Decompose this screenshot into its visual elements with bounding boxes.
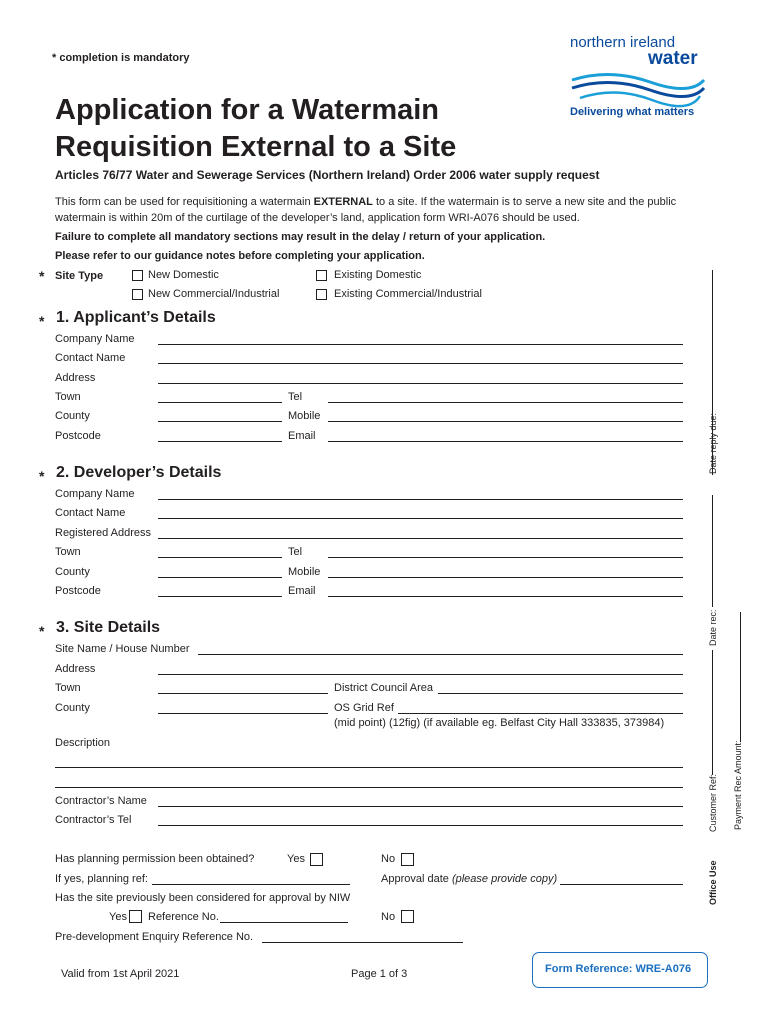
applicant-tel-field[interactable] xyxy=(328,402,683,403)
checkbox-existing-commercial[interactable] xyxy=(316,289,327,300)
site-description-field-2[interactable] xyxy=(55,787,683,788)
site-address-field[interactable] xyxy=(158,674,683,675)
developer-address-field[interactable] xyxy=(158,538,683,539)
label-address: Address xyxy=(55,663,96,675)
label-grid-ref: OS Grid Ref xyxy=(334,702,394,714)
guidance-note: Please refer to our guidance notes before completing your application. xyxy=(55,250,425,262)
option-existing-commercial: Existing Commercial/Industrial xyxy=(334,288,482,300)
predev-ref-field[interactable] xyxy=(262,942,463,943)
label-county: County xyxy=(55,702,90,714)
page-number: Page 1 of 3 xyxy=(351,968,408,980)
mandatory-warning: Failure to complete all mandatory sections may result in the delay / return of your application. xyxy=(55,231,546,243)
option-existing-domestic: Existing Domestic xyxy=(334,269,422,281)
applicant-mobile-field[interactable] xyxy=(328,421,683,422)
logo-line-2: water xyxy=(648,48,698,69)
wave-icon xyxy=(570,70,706,110)
previous-yes-checkbox[interactable] xyxy=(129,910,142,923)
mandatory-star: * xyxy=(39,313,45,329)
section-heading-site: 3. Site Details xyxy=(56,619,161,636)
form-reference-box xyxy=(532,952,708,988)
label-county: County xyxy=(55,410,90,422)
developer-tel-field[interactable] xyxy=(328,557,683,558)
applicant-email-field[interactable] xyxy=(328,441,683,442)
mandatory-star: * xyxy=(39,623,45,639)
option-new-commercial: New Commercial/Industrial xyxy=(148,288,280,300)
developer-county-field[interactable] xyxy=(158,577,282,578)
title-line-2: Requisition External to a Site xyxy=(55,131,457,163)
contractor-tel-field[interactable] xyxy=(158,825,683,826)
label-town: Town xyxy=(55,682,81,694)
label-planning-ref: If yes, planning ref: xyxy=(55,873,148,885)
office-use-label: Office Use xyxy=(708,860,718,905)
label-registered-address: Registered Address xyxy=(55,527,151,539)
site-town-field[interactable] xyxy=(158,693,328,694)
contractor-name-field[interactable] xyxy=(158,806,683,807)
niw-logo xyxy=(566,34,716,124)
label-description: Description xyxy=(55,737,111,749)
intro-paragraph-line-1: This form can be used for requisitioning a watermain EXTERNAL to a site. If the watermain is to serve a new site and the public xyxy=(55,196,677,208)
office-use-divider xyxy=(712,650,713,775)
developer-town-field[interactable] xyxy=(158,557,282,558)
previous-no-label: No xyxy=(381,911,396,923)
developer-email-field[interactable] xyxy=(328,596,683,597)
site-county-field[interactable] xyxy=(158,713,328,714)
label-town: Town xyxy=(55,546,81,558)
approval-date-field[interactable] xyxy=(560,884,683,885)
label-postcode: Postcode xyxy=(55,430,101,442)
label-council-area: District Council Area xyxy=(334,682,434,694)
logo-tagline: Delivering what matters xyxy=(570,106,695,118)
form-subtitle: Articles 76/77 Water and Sewerage Services (Northern Ireland) Order 2006 water supply request xyxy=(55,168,600,182)
applicant-address-field[interactable] xyxy=(158,383,683,384)
label-email: Email xyxy=(288,585,316,597)
label-contractor-tel: Contractor’s Tel xyxy=(55,814,132,826)
office-use-divider xyxy=(712,495,713,607)
label-reference-no: Reference No. xyxy=(148,911,219,923)
label-company-name: Company Name xyxy=(55,333,135,345)
option-new-domestic: New Domestic xyxy=(148,269,219,281)
checkbox-existing-domestic[interactable] xyxy=(316,270,327,281)
applicant-county-field[interactable] xyxy=(158,421,282,422)
site-description-field-1[interactable] xyxy=(55,767,683,768)
applicant-company-field[interactable] xyxy=(158,344,683,345)
label-site-name: Site Name / House Number xyxy=(55,643,190,655)
applicant-contact-field[interactable] xyxy=(158,363,683,364)
date-reply-label: Date reply due: xyxy=(708,412,718,474)
site-grid-field[interactable] xyxy=(398,713,683,714)
label-approval-date: Approval date (please provide copy) xyxy=(381,873,558,885)
planning-no-label: No xyxy=(381,853,396,865)
grid-ref-note: (mid point) (12fig) (if available eg. Belfast City Hall 333835, 373984) xyxy=(334,717,665,729)
previous-approval-question: Has the site previously been considered for approval by NIW xyxy=(55,892,351,904)
label-mobile: Mobile xyxy=(288,566,321,578)
developer-contact-field[interactable] xyxy=(158,518,683,519)
previous-no-checkbox[interactable] xyxy=(401,910,414,923)
mandatory-note: * completion is mandatory xyxy=(52,52,190,64)
mandatory-star: * xyxy=(39,268,45,284)
reference-no-field[interactable] xyxy=(220,922,348,923)
site-council-field[interactable] xyxy=(438,693,683,694)
site-name-field[interactable] xyxy=(198,654,683,655)
logo-line-1: northern ireland xyxy=(570,34,676,51)
label-contact-name: Contact Name xyxy=(55,352,126,364)
label-address: Address xyxy=(55,372,96,384)
label-town: Town xyxy=(55,391,81,403)
date-rec-label: Date rec: xyxy=(708,609,718,646)
label-mobile: Mobile xyxy=(288,410,321,422)
label-county: County xyxy=(55,566,90,578)
section-heading-developer: 2. Developer’s Details xyxy=(56,464,222,481)
developer-postcode-field[interactable] xyxy=(158,596,282,597)
previous-yes-label: Yes xyxy=(109,911,127,923)
planning-yes-checkbox[interactable] xyxy=(310,853,323,866)
label-tel: Tel xyxy=(288,546,303,558)
form-reference: Form Reference: WRE-A076 xyxy=(545,963,692,975)
payment-amount-label: Payment Rec Amount: xyxy=(733,740,743,830)
planning-yes-label: Yes xyxy=(287,853,305,865)
planning-no-checkbox[interactable] xyxy=(401,853,414,866)
intro-paragraph-line-2: watermain is within 20m of the curtilage of the developer’s land, application form WRI-A076 should be used. xyxy=(55,212,580,224)
label-postcode: Postcode xyxy=(55,585,101,597)
form-title xyxy=(55,92,456,166)
label-predev-ref: Pre-development Enquiry Reference No. xyxy=(55,931,254,943)
developer-company-field[interactable] xyxy=(158,499,683,500)
applicant-town-field[interactable] xyxy=(158,402,282,403)
checkbox-new-domestic[interactable] xyxy=(132,270,143,281)
label-contact-name: Contact Name xyxy=(55,507,126,519)
developer-mobile-field[interactable] xyxy=(328,577,683,578)
title-line-1: Application for a Watermain xyxy=(55,94,440,126)
label-tel: Tel xyxy=(288,391,303,403)
planning-question: Has planning permission been obtained? xyxy=(55,853,255,865)
label-email: Email xyxy=(288,430,316,442)
site-type-label: Site Type xyxy=(55,270,104,282)
label-company-name: Company Name xyxy=(55,488,135,500)
applicant-postcode-field[interactable] xyxy=(158,441,282,442)
label-contractor-name: Contractor’s Name xyxy=(55,795,147,807)
office-use-divider xyxy=(740,612,741,742)
checkbox-new-commercial[interactable] xyxy=(132,289,143,300)
customer-ref-label: Customer Ref: xyxy=(708,773,718,832)
planning-ref-field[interactable] xyxy=(152,884,350,885)
section-heading-applicant: 1. Applicant’s Details xyxy=(56,309,216,326)
valid-from: Valid from 1st April 2021 xyxy=(61,968,180,980)
mandatory-star: * xyxy=(39,468,45,484)
